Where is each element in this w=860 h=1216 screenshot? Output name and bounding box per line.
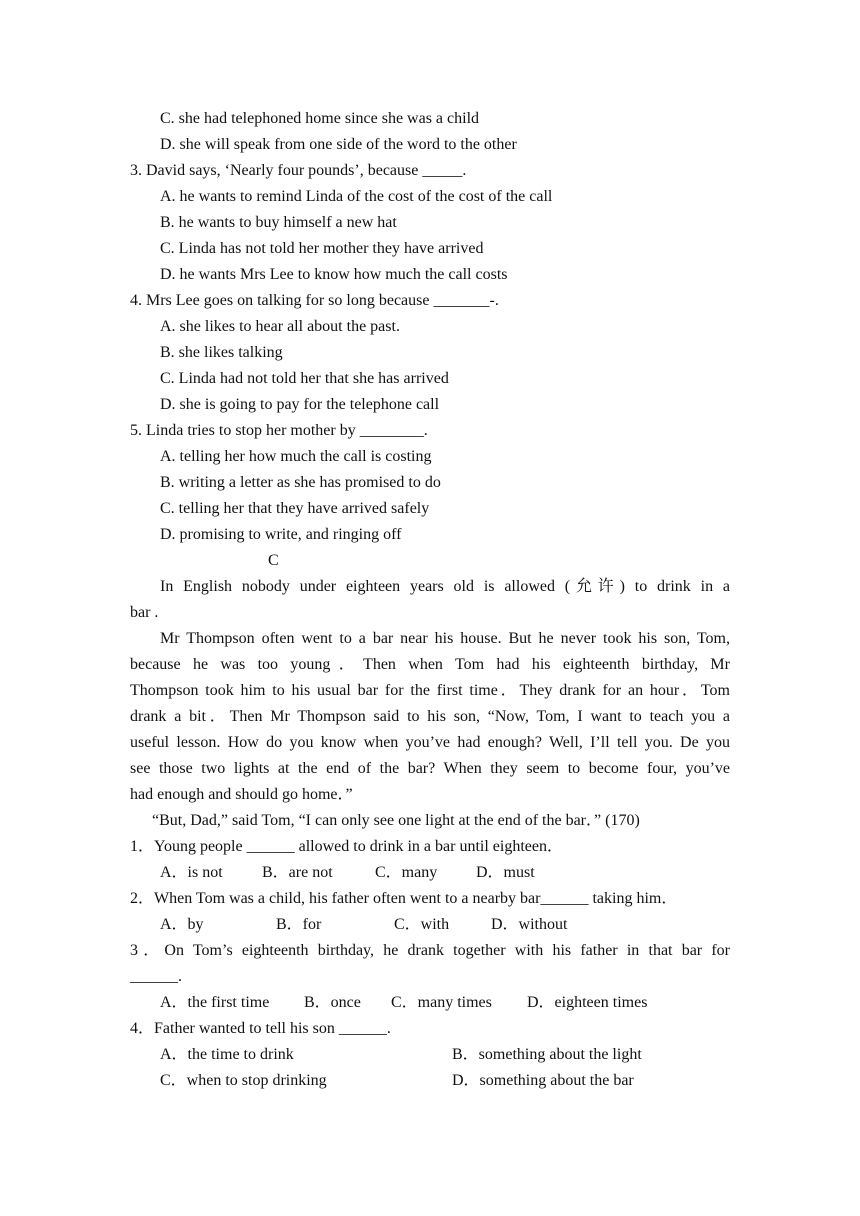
q2-option-d: D. she will speak from one side of the word to the other xyxy=(160,136,517,153)
q3-option-c: C. Linda has not told her mother they have arrived xyxy=(160,240,484,257)
c-q3-stem: 3．On Tom’s eighteenth birthday, he drank together with his father in that bar for xyxy=(130,942,731,959)
section-heading: C xyxy=(268,552,279,569)
c-q2-option-d: D．without xyxy=(491,916,568,933)
c-q1-option-c: C．many xyxy=(375,864,438,881)
q4-option-b: B. she likes talking xyxy=(160,344,283,361)
c-q2-option-a: A．by xyxy=(160,916,204,933)
c-q4-stem: 4．Father wanted to tell his son ______. xyxy=(130,1020,391,1037)
c-q1-option-a: A．is not xyxy=(160,864,223,881)
q3-option-b: B. he wants to buy himself a new hat xyxy=(160,214,397,231)
q4-option-c: C. Linda had not told her that she has arrived xyxy=(160,370,449,387)
c-q3-option-c: C．many times xyxy=(391,994,492,1011)
passage-line: useful lesson. How do you know when you’ve had enough? Well, I’ll tell you. De you xyxy=(130,734,730,751)
q5-option-c: C. telling her that they have arrived safely xyxy=(160,500,430,517)
c-q4-option-a: A．the time to drink xyxy=(160,1046,294,1063)
c-q4-option-b: B．something about the light xyxy=(452,1046,642,1063)
c-q3-stem-continued: ______. xyxy=(130,968,182,985)
c-q4-option-c: C．when to stop drinking xyxy=(160,1072,327,1089)
c-q4-option-d: D．something about the bar xyxy=(452,1072,634,1089)
c-q3-option-a: A．the first time xyxy=(160,994,270,1011)
c-q1-stem: 1．Young people ______ allowed to drink in a bar until eighteen． xyxy=(130,838,563,855)
passage-line: Mr Thompson often went to a bar near his house. But he never took his son, Tom, xyxy=(160,630,730,647)
c-q3-option-d: D．eighteen times xyxy=(527,994,648,1011)
c-q2-option-c: C．with xyxy=(394,916,450,933)
passage-line: drank a bit．Then Mr Thompson said to his son, “Now, Tom, I want to teach you a xyxy=(130,708,730,725)
q5-option-d: D. promising to write, and ringing off xyxy=(160,526,402,543)
passage-line: bar . xyxy=(130,604,159,621)
q3-option-a: A. he wants to remind Linda of the cost of the cost of the call xyxy=(160,188,553,205)
q4-option-d: D. she is going to pay for the telephone call xyxy=(160,396,440,413)
q2-option-c: C. she had telephoned home since she was a child xyxy=(160,110,480,127)
c-q1-option-b: B．are not xyxy=(262,864,333,881)
passage-line: had enough and should go home．” xyxy=(130,786,353,803)
passage-line: “But, Dad,” said Tom, “I can only see one light at the end of the bar．” (170) xyxy=(152,812,640,829)
passage-line: In English nobody under eighteen years old is allowed (允许) to drink in a xyxy=(160,578,730,595)
q3-stem: 3. David says, ‘Nearly four pounds’, because _____. xyxy=(130,162,467,179)
passage-line: see those two lights at the end of the bar? When they seem to become four, you’ve xyxy=(130,760,730,777)
c-q1-option-d: D．must xyxy=(476,864,535,881)
q3-option-d: D. he wants Mrs Lee to know how much the call costs xyxy=(160,266,508,283)
passage-line: Thompson took him to his usual bar for the first time．They drank for an hour．Tom xyxy=(130,682,730,699)
q5-option-b: B. writing a letter as she has promised to do xyxy=(160,474,441,491)
q4-stem: 4. Mrs Lee goes on talking for so long because _______-. xyxy=(130,292,499,309)
passage-line: because he was too young．Then when Tom had his eighteenth birthday, Mr xyxy=(130,656,730,673)
q4-option-a: A. she likes to hear all about the past. xyxy=(160,318,400,335)
q5-stem: 5. Linda tries to stop her mother by ________. xyxy=(130,422,428,439)
q5-option-a: A. telling her how much the call is costing xyxy=(160,448,432,465)
c-q3-option-b: B．once xyxy=(304,994,361,1011)
c-q2-option-b: B．for xyxy=(276,916,322,933)
c-q2-stem: 2．When Tom was a child, his father often went to a nearby bar______ taking him． xyxy=(130,890,678,907)
